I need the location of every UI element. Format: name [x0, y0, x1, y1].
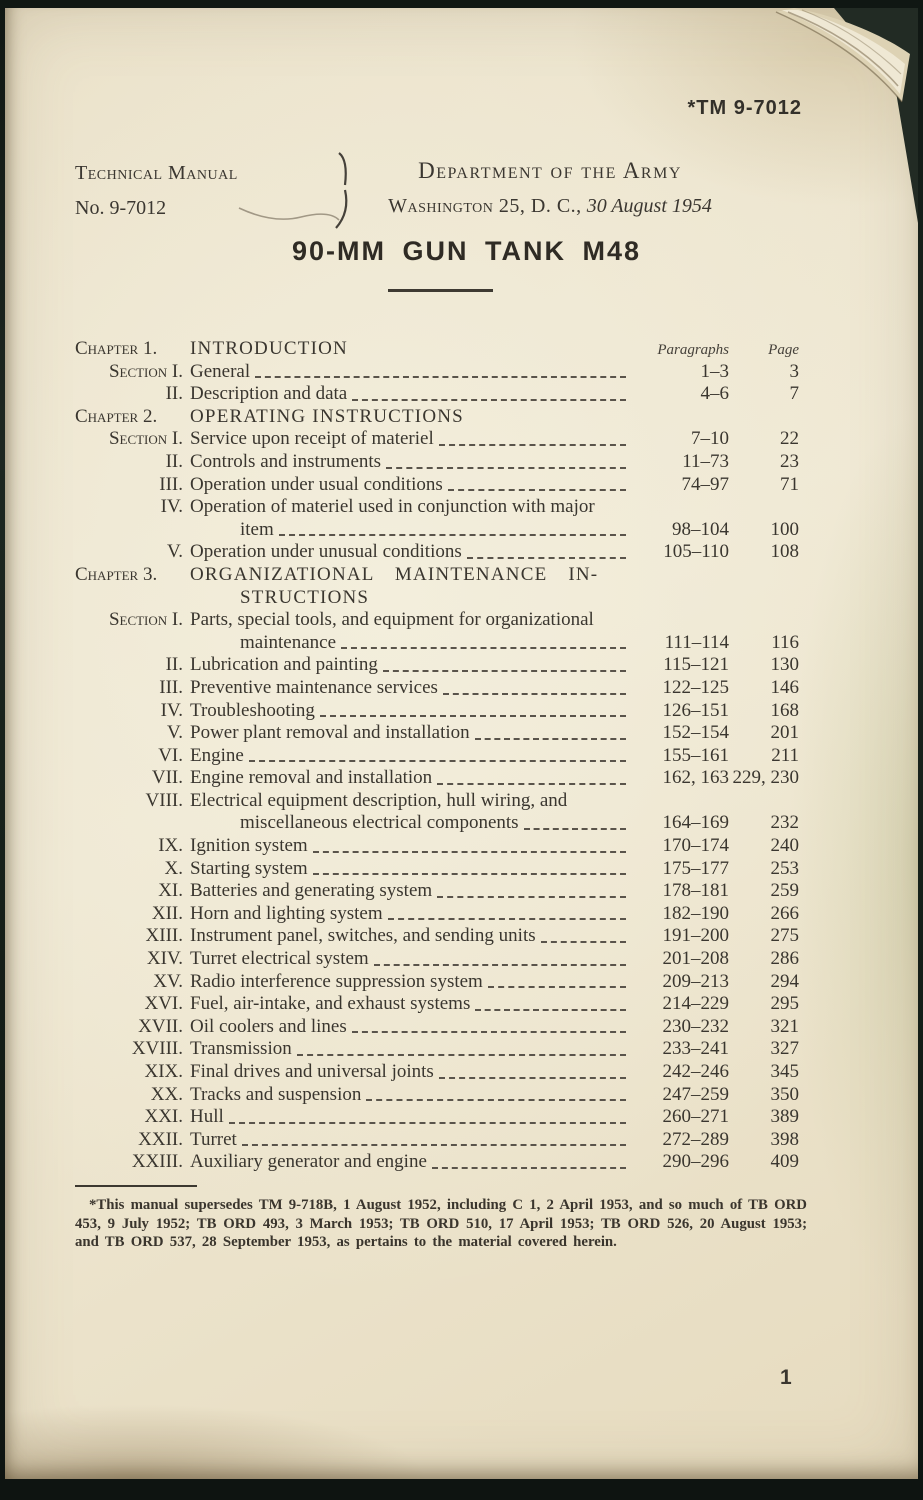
toc-row-title: Tracks and suspension [190, 1083, 362, 1105]
toc-leader-dashes [297, 1054, 626, 1056]
title-rule [388, 289, 493, 292]
toc-row-title: Starting system [190, 857, 308, 879]
toc-row-title: General [190, 360, 251, 382]
toc-leader-dashes [467, 557, 626, 559]
toc-leader-dashes [383, 670, 626, 672]
toc-row-title: Service upon receipt of materiel [190, 428, 434, 450]
toc-row-label: XXII. [138, 1128, 183, 1150]
toc-row-page: 3 [789, 360, 799, 382]
toc-row [75, 1016, 799, 1039]
page-title: 90-MM GUN TANK M48 [291, 236, 642, 266]
toc-row-paragraphs: 191–200 [662, 925, 729, 947]
toc-row-label: IV. [160, 699, 183, 721]
toc-row-page: 168 [770, 699, 799, 721]
toc-row-paragraphs: 74–97 [681, 473, 729, 495]
toc-row-title: Turret [190, 1128, 237, 1150]
toc-row-page: 327 [770, 1038, 799, 1060]
toc-row-label: VII. [151, 767, 183, 789]
toc-row-page: 345 [770, 1061, 799, 1082]
toc-row-label: XVIII. [131, 1038, 183, 1060]
toc-row-page: 275 [770, 925, 799, 947]
page-curl-top-right [768, 8, 918, 238]
toc-row-page: 211 [771, 744, 799, 766]
toc-row-title: Preventive maintenance services [190, 676, 438, 698]
toc-row-label: II. [165, 383, 183, 405]
toc-row-label-word: Section [108, 360, 172, 382]
toc-row-label: XXIII. [131, 1151, 183, 1173]
toc-row-paragraphs: 272–289 [662, 1128, 729, 1150]
toc-row-label: Section I. [108, 360, 183, 382]
toc-row [75, 993, 799, 1016]
toc-row [75, 428, 799, 451]
toc-row-paragraphs: 230–232 [662, 1015, 729, 1037]
toc-row-title: Engine [190, 744, 244, 766]
toc-row-page: 108 [770, 541, 799, 563]
toc-row-paragraphs: 162, 163 [662, 767, 729, 789]
toc-row [75, 587, 799, 610]
department-line: Department of the Army [418, 158, 682, 183]
toc-row-label-word: Section [108, 428, 172, 450]
toc-row [75, 858, 799, 881]
toc-row [75, 903, 799, 926]
toc-row-page: 146 [770, 676, 799, 698]
toc-row [75, 361, 799, 384]
toc-row-title: Radio interference suppression system [190, 970, 483, 992]
toc-leader-dashes [439, 444, 626, 446]
toc-row-paragraphs: 242–246 [662, 1061, 729, 1082]
toc-row-title: Electrical equipment description, hull wiring, and [190, 789, 568, 811]
toc-row-label: XIX. [144, 1061, 183, 1082]
manual-page-paper [5, 8, 918, 1479]
toc-leader-dashes [388, 918, 626, 920]
toc-row-label: Section I. [108, 428, 183, 450]
toc-row [75, 451, 799, 474]
toc-row-paragraphs: 170–174 [662, 835, 729, 857]
toc-row-title: Description and data [190, 383, 348, 405]
toc-row-paragraphs: 105–110 [663, 541, 729, 563]
toc-row-page: 389 [770, 1106, 799, 1128]
toc-row-title: Turret electrical system [190, 948, 369, 970]
toc-row-label: V. [166, 541, 183, 563]
toc-row-paragraphs: 233–241 [662, 1038, 729, 1060]
toc-row-paragraphs: 122–125 [662, 676, 729, 698]
toc-row-paragraphs: 175–177 [662, 857, 729, 879]
toc-row [75, 767, 799, 790]
toc-row-page: 253 [770, 857, 799, 879]
toc-row-label: XVI. [144, 993, 183, 1015]
toc-col-header-page: Page [768, 342, 799, 358]
toc-row-label: IV. [160, 496, 183, 518]
toc-leader-dashes [255, 376, 626, 378]
toc-row-page: 229, 230 [732, 767, 799, 789]
toc-row-label: XV. [153, 970, 183, 992]
toc-row [75, 880, 799, 903]
masthead-left [75, 156, 238, 226]
toc-leader-dashes [439, 1077, 626, 1079]
toc-leader-dashes [352, 1031, 626, 1033]
footnote: *This manual supersedes TM 9-718B, 1 August 1952, including C 1, 2 April 1953, and so much of TB ORD 453, 9 July 1952; TB ORD 493, 3 March 1953; TB ORD 510, 17 April 1953; TB ORD 526, 20 August 1953; and TB ORD 537, 28 September 1953, as pertains to the material covered herein. [75, 1197, 807, 1251]
toc-row-page: 22 [780, 428, 799, 450]
toc-row [75, 383, 799, 406]
toc-row [75, 496, 799, 519]
toc-leader-dashes [242, 1144, 626, 1146]
technical-manual-label: Technical Manual [75, 162, 238, 184]
toc-row-paragraphs: 155–161 [662, 744, 729, 766]
toc-row-page: 321 [770, 1015, 799, 1037]
toc-row [75, 1061, 799, 1084]
toc-row-label: Chapter 3. [75, 563, 158, 585]
toc-row-page: 7 [789, 383, 799, 405]
toc-row-paragraphs: 247–259 [662, 1083, 729, 1105]
toc-row-paragraphs: 164–169 [662, 812, 729, 834]
date-text: 30 August 1954 [586, 195, 712, 217]
toc-leader-dashes [279, 534, 626, 536]
toc-col-header-paragraphs: Paragraphs [657, 342, 729, 358]
toc-row-paragraphs: 111–114 [664, 631, 729, 653]
toc-leader-dashes [249, 760, 626, 762]
toc-leader-dashes [313, 873, 626, 875]
toc-row-label: XII. [151, 902, 183, 924]
toc-row-page: 240 [770, 835, 799, 857]
toc-row-label: II. [165, 450, 183, 472]
toc-row-label: Section I. [108, 609, 183, 631]
toc-row-title: Instrument panel, switches, and sending units [190, 925, 536, 947]
masthead-right [300, 154, 800, 224]
place-text: Washington 25, D. C., [388, 195, 582, 217]
toc-row-page: 266 [770, 902, 799, 924]
toc-row-title: Operation under usual conditions [190, 473, 443, 495]
toc-row-label: XVII. [138, 1015, 183, 1037]
toc-row-label: Chapter 2. [75, 405, 158, 427]
toc-leader-dashes [443, 693, 626, 695]
toc-row-title: Oil coolers and lines [190, 1015, 347, 1037]
toc-row-page: 409 [770, 1151, 799, 1173]
toc-leader-dashes [341, 647, 626, 649]
tm-number: *TM 9-7012 [687, 97, 802, 119]
toc-row-page: 71 [780, 473, 799, 495]
toc-leader-dashes [229, 1122, 626, 1124]
toc-row-page: 398 [770, 1128, 799, 1150]
toc-leader-dashes [437, 896, 626, 898]
toc-row-title: Engine removal and installation [190, 767, 433, 789]
toc-row-title: Hull [190, 1106, 224, 1128]
toc-row-title: Fuel, air-intake, and exhaust systems [190, 993, 471, 1015]
toc-row-label: II. [165, 654, 183, 676]
toc-leader-dashes [524, 828, 626, 830]
toc-row-title: Controls and instruments [190, 450, 382, 472]
toc-row-label: XX. [150, 1083, 183, 1105]
toc-row-title: Operation of materiel used in conjunction with major [190, 496, 595, 518]
toc-row-title: item [240, 518, 274, 540]
toc-row [75, 1129, 799, 1152]
toc-row-label: XXI. [144, 1106, 183, 1128]
toc-row-title: Lubrication and painting [190, 654, 378, 676]
toc-row [75, 971, 799, 994]
toc-leader-dashes [352, 399, 626, 401]
toc-row-label: III. [159, 676, 183, 698]
toc-row-paragraphs: 11–73 [682, 450, 729, 472]
toc-row [75, 564, 799, 587]
toc-row [75, 632, 799, 655]
toc-row-title: Ignition system [190, 835, 308, 857]
toc-row-page: 294 [770, 970, 799, 992]
toc-row [75, 609, 799, 632]
page-number: 1 [780, 1366, 792, 1389]
toc-row [75, 654, 799, 677]
toc-row-paragraphs: 115–121 [663, 654, 729, 676]
toc-leader-dashes [313, 851, 626, 853]
toc-row-paragraphs: 152–154 [662, 722, 729, 744]
toc-row [75, 1151, 799, 1174]
toc-row [75, 925, 799, 948]
toc-row-title: maintenance [240, 631, 337, 653]
toc-leader-dashes [320, 715, 626, 717]
toc-row-page: 116 [771, 631, 799, 653]
toc-row-title: Operation under unusual conditions [190, 541, 462, 563]
toc-leader-dashes [448, 489, 626, 491]
toc-row-paragraphs: 1–3 [700, 360, 729, 382]
toc-row [75, 541, 799, 564]
toc-leader-dashes [437, 783, 626, 785]
toc-row-page: 232 [770, 812, 799, 834]
toc-row-label: VI. [158, 744, 183, 766]
toc-leader-dashes [475, 738, 626, 740]
toc-row-page: 23 [780, 450, 799, 472]
toc-row [75, 474, 799, 497]
toc-row-title: Final drives and universal joints [190, 1061, 434, 1082]
toc-row-page: 286 [770, 948, 799, 970]
toc-row-paragraphs: 126–151 [662, 699, 729, 721]
toc-row-paragraphs: 214–229 [662, 993, 729, 1015]
toc-row-title: INTRODUCTION [190, 338, 348, 359]
toc-row-label: Chapter 1. [75, 338, 158, 359]
footnote-rule [75, 1185, 197, 1187]
toc-row-title: Troubleshooting [190, 699, 315, 721]
toc-row-page: 259 [770, 880, 799, 902]
toc-row-title: Power plant removal and installation [190, 722, 470, 744]
toc-leader-dashes [475, 1009, 626, 1011]
toc-row-page: 130 [770, 654, 799, 676]
toc-row-title: miscellaneous electrical components [240, 812, 519, 834]
toc-row-paragraphs: 7–10 [691, 428, 729, 450]
toc-row-paragraphs: 178–181 [662, 880, 729, 902]
place-date-line [300, 188, 800, 224]
toc-row [75, 948, 799, 971]
toc-row-title: Transmission [190, 1038, 292, 1060]
toc-row-page: 201 [770, 722, 799, 744]
toc-row [75, 677, 799, 700]
toc-row-title: STRUCTIONS [240, 586, 370, 608]
toc-row-label: IX. [158, 835, 183, 857]
toc-row [75, 1106, 799, 1129]
toc-row [75, 835, 799, 858]
toc-rows [75, 338, 799, 1174]
toc-row-paragraphs: 209–213 [662, 970, 729, 992]
toc-row-title: OPERATING INSTRUCTIONS [190, 405, 464, 427]
toc-row-label: XIII. [145, 925, 183, 947]
toc-row-paragraphs: 98–104 [672, 518, 729, 540]
toc-row-label: X. [164, 857, 183, 879]
toc-row-title: Parts, special tools, and equipment for organizational [190, 609, 594, 631]
toc-row-title: Batteries and generating system [190, 880, 433, 902]
toc-row-label: III. [159, 473, 183, 495]
toc-row-page: 295 [770, 993, 799, 1015]
toc-row-paragraphs: 260–271 [662, 1106, 729, 1128]
toc-row-paragraphs: 4–6 [700, 383, 729, 405]
toc-leader-dashes [374, 964, 626, 966]
toc-row-title: ORGANIZATIONAL MAINTENANCE IN- [190, 563, 599, 585]
toc-row [75, 1038, 799, 1061]
toc-row-label-word: Section [108, 609, 172, 631]
toc-row [75, 745, 799, 768]
manual-number: No. 9-7012 [75, 197, 167, 219]
toc-row-paragraphs: 182–190 [662, 902, 729, 924]
toc-row-label: XI. [158, 880, 183, 902]
toc-leader-dashes [432, 1167, 626, 1169]
toc-row [75, 790, 799, 813]
toc-row-title: Auxiliary generator and engine [190, 1151, 427, 1173]
toc-leader-dashes [366, 1099, 626, 1101]
toc-row-label: V. [166, 722, 183, 744]
toc-row-page: 350 [770, 1083, 799, 1105]
toc-row-title: Horn and lighting system [190, 902, 383, 924]
toc-row-label: XIV. [146, 948, 183, 970]
toc-row [75, 700, 799, 723]
toc-leader-dashes [541, 941, 626, 943]
toc-row [75, 812, 799, 835]
toc-row-page: 100 [770, 518, 799, 540]
toc-leader-dashes [488, 986, 626, 988]
toc-leader-dashes [386, 467, 626, 469]
toc-row-label: VIII. [145, 789, 183, 811]
toc-row [75, 519, 799, 542]
toc-row [75, 722, 799, 745]
toc-row-paragraphs: 290–296 [662, 1151, 729, 1173]
toc-row [75, 338, 799, 361]
toc-row-paragraphs: 201–208 [662, 948, 729, 970]
toc-row [75, 406, 799, 429]
toc-row [75, 1084, 799, 1107]
